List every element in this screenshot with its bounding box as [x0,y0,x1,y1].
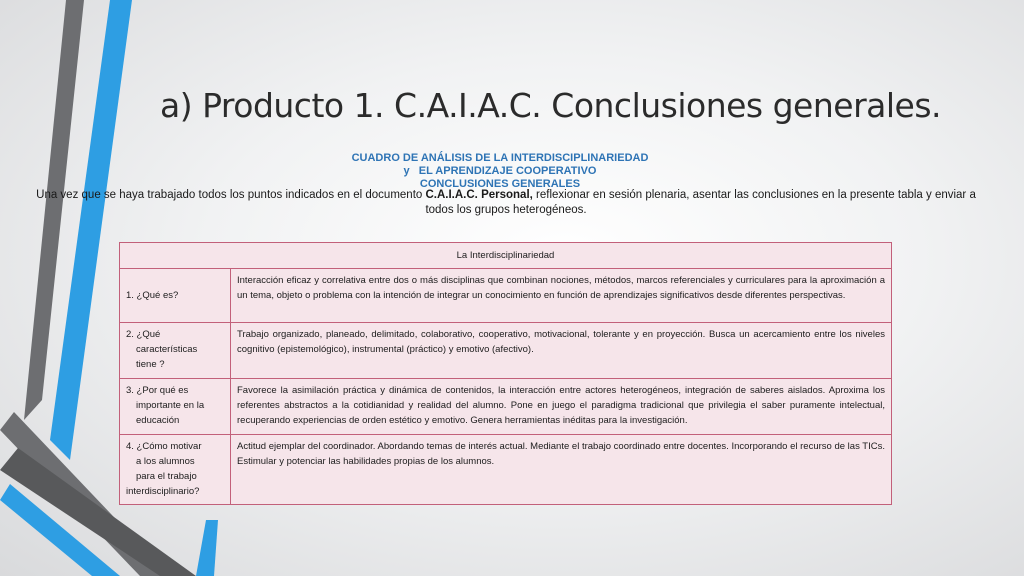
blue-stripe-right [196,520,218,576]
heading-line-2: y EL APRENDIZAJE COOPERATIVO [403,165,597,177]
question-text: tiene ? [136,359,165,370]
question-cell [120,379,231,435]
slide-title: a) Producto 1. C.A.I.A.C. Conclusiones generales. [160,86,942,125]
answer-cell: Actitud ejemplar del coordinador. Abordando temas de interés actual. Mediante el trabajo coordinado entre docentes. Incorporando el recurso de las TICs. Estimular y potenciar las habilidades propias de los alumnos. [231,435,892,505]
intro-paragraph [26,188,986,218]
intro-bold: C.A.I.A.C. Personal, [425,189,533,201]
heading-line-1: CUADRO DE ANÁLISIS DE LA INTERDISCIPLINARIEDAD [351,152,649,164]
question-text: 4. ¿Cómo motivar [126,441,202,452]
question-text: educación [136,415,180,426]
table-row [120,379,892,435]
question-cell [120,269,231,323]
table-row [120,269,892,323]
question-cell [120,435,231,505]
intro-text-2: reflexionar en sesión plenaria, asentar las conclusiones en la presente tabla y enviar a todos los grupos heterogéneos. [425,189,976,216]
table-row [120,435,892,505]
question-text: para el trabajo [136,471,197,482]
interdisciplinarity-table [119,242,892,505]
table-header: La Interdisciplinariedad [120,243,892,269]
question-text: características [136,344,198,355]
table-row [120,323,892,379]
question-text: interdisciplinario? [126,486,200,497]
question-text: a los alumnos [136,456,195,467]
question-text: 2. ¿Qué [126,329,161,340]
answer-cell: Interacción eficaz y correlativa entre dos o más disciplinas que combinan nociones, métodos, marcos referenciales y curriculares para la aproximación a un tema, objeto o problema con la intención de integrar un conocimiento en función de aprendizajes significativos desde diferentes perspectivas. [231,269,892,323]
intro-text-1: Una vez que se haya trabajado todos los puntos indicados en el documento [36,189,426,201]
question-text: 1. ¿Qué es? [126,290,179,301]
answer-cell: Trabajo organizado, planeado, delimitado, colaborativo, cooperativo, motivacional, tolerante y en proyección. Busca un acercamiento entre los niveles cognitivo (epistemológico), instrumental (práctico) y emotivo (afectivo). [231,323,892,379]
question-cell [120,323,231,379]
question-text: importante en la [136,400,205,411]
answer-cell: Favorece la asimilación práctica y dinámica de contenidos, la interacción entre actores heterogéneos, integración de saberes aislados. Aproxima los referentes abstractos a la cotidianidad y realidad del alumno. Pone en juego el paradigma tradicional que privilegia el saber puramente intelectual, recuperando experiencias de orden estético y emotivo. Genera herramientas inéditas para la investigación. [231,379,892,435]
heading-line-3: CONCLUSIONES GENERALES [419,178,581,190]
question-text: 3. ¿Por qué es [126,385,189,396]
